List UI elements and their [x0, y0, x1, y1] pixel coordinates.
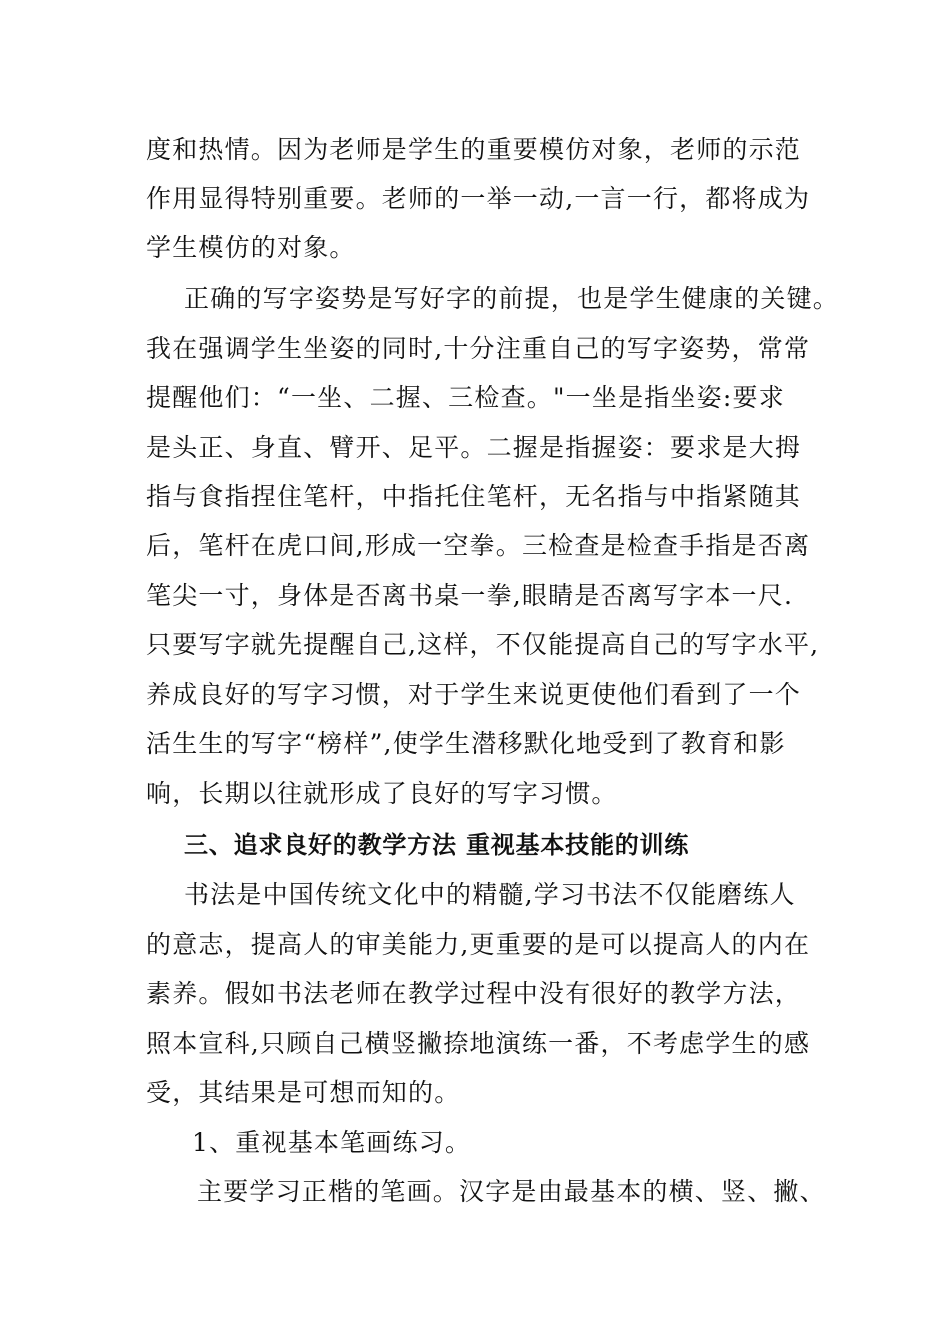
text-line: 笔尖一寸，身体是否离书桌一拳,眼睛是否离写字本一尺. — [146, 581, 794, 610]
text-line: 养成良好的写字习惯，对于学生来说更使他们看到了一个 — [146, 680, 802, 709]
text-line: 的意志，提高人的审美能力,更重要的是可以提高人的内在 — [146, 930, 811, 959]
text-line: 照本宣科,只顾自己横竖撇捺地演练一番，不考虑学生的感 — [146, 1029, 811, 1058]
section-heading: 三、追求良好的教学方法 重视基本技能的训练 — [184, 831, 690, 859]
text-line: 响，长期以往就形成了良好的写字习惯。 — [146, 779, 618, 808]
text-line: 我在强调学生坐姿的同时,十分注重自己的写字姿势，常常 — [146, 334, 811, 363]
text-line: 只要写字就先提醒自己,这样，不仅能提高自己的写字水平, — [146, 630, 820, 659]
text-line: 正确的写字姿势是写好字的前提，也是学生健康的关键。 — [184, 284, 840, 313]
text-line: 提醒他们：“一坐、二握、三检查。"一坐是指坐姿:要求 — [146, 383, 785, 412]
text-line: 作用显得特别重要。老师的一举一动,一言一行，都将成为 — [146, 184, 811, 213]
text-line: 受，其结果是可想而知的。 — [146, 1078, 461, 1107]
text-line: 主要学习正楷的笔画。汉字是由最基本的横、竖、撇、 — [197, 1177, 826, 1206]
text-line: 度和热情。因为老师是学生的重要模仿对象，老师的示范 — [146, 135, 802, 164]
text-line: 是头正、身直、臂开、足平。二握是指握姿：要求是大拇 — [146, 433, 802, 462]
text-line: 学生模仿的对象。 — [146, 233, 356, 262]
text-line: 活生生的写字“榜样”,使学生潜移默化地受到了教育和影 — [146, 729, 786, 758]
text-line: 指与食指捏住笔杆，中指托住笔杆，无名指与中指紧随其 — [146, 482, 802, 511]
text-line: 后，笔杆在虎口间,形成一空拳。三检查是检查手指是否离 — [146, 531, 811, 560]
text-line: 书法是中国传统文化中的精髓,学习书法不仅能磨练人 — [184, 880, 796, 909]
subheading: 1、重视基本笔画练习。 — [192, 1128, 472, 1157]
text-line: 素养。假如书法老师在教学过程中没有很好的教学方法， — [146, 979, 802, 1008]
